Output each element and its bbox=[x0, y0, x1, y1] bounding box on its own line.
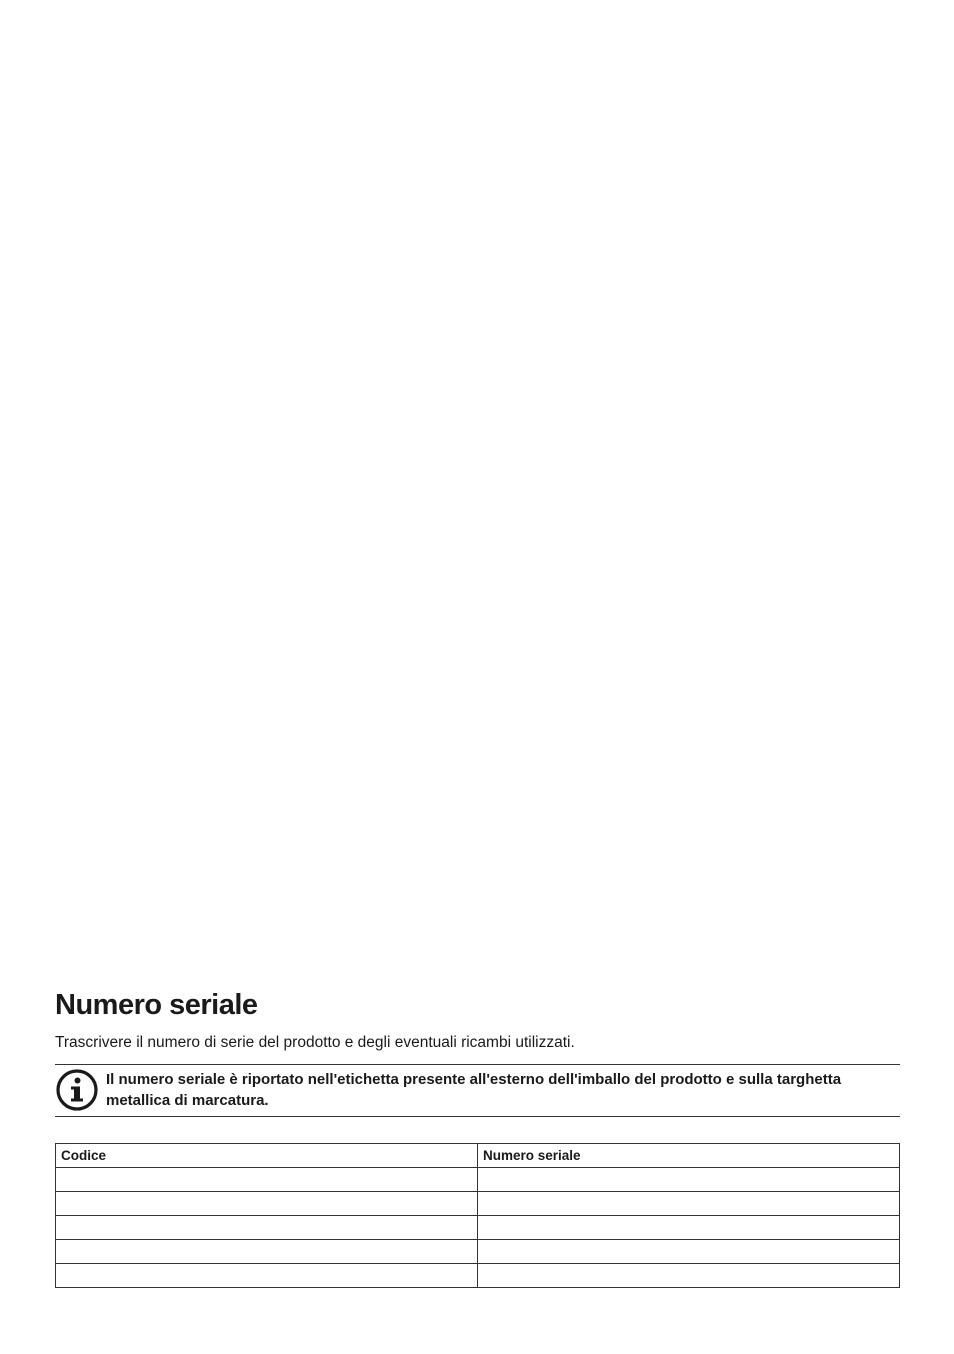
table-row bbox=[56, 1216, 900, 1240]
section-intro: Trascrivere il numero di serie del prodotto e degli eventuali ricambi utilizzati. bbox=[55, 1034, 575, 1051]
table-cell-codice bbox=[56, 1168, 478, 1192]
serial-number-table bbox=[55, 1143, 900, 1288]
table-cell-numero-seriale bbox=[478, 1216, 900, 1240]
info-icon bbox=[55, 1068, 99, 1112]
table-cell-numero-seriale bbox=[478, 1168, 900, 1192]
info-note bbox=[55, 1064, 900, 1117]
table-cell-codice bbox=[56, 1192, 478, 1216]
table-row bbox=[56, 1240, 900, 1264]
section-title: Numero seriale bbox=[55, 989, 258, 1021]
info-note-text: Il numero seriale è riportato nell'etichetta presente all'esterno dell'imballo del prodotto e sulla targhetta metallica di marcatura. bbox=[106, 1071, 842, 1109]
serial-number-section bbox=[55, 986, 900, 1288]
table-row bbox=[56, 1264, 900, 1288]
column-header-codice: Codice bbox=[56, 1144, 478, 1168]
table-row bbox=[56, 1192, 900, 1216]
table-row bbox=[56, 1168, 900, 1192]
table-cell-codice bbox=[56, 1216, 478, 1240]
table-cell-numero-seriale bbox=[478, 1264, 900, 1288]
column-header-numero-seriale: Numero seriale bbox=[478, 1144, 900, 1168]
table-cell-codice bbox=[56, 1240, 478, 1264]
table-cell-codice bbox=[56, 1264, 478, 1288]
table-cell-numero-seriale bbox=[478, 1192, 900, 1216]
table-cell-numero-seriale bbox=[478, 1240, 900, 1264]
table-header-row bbox=[56, 1144, 900, 1168]
